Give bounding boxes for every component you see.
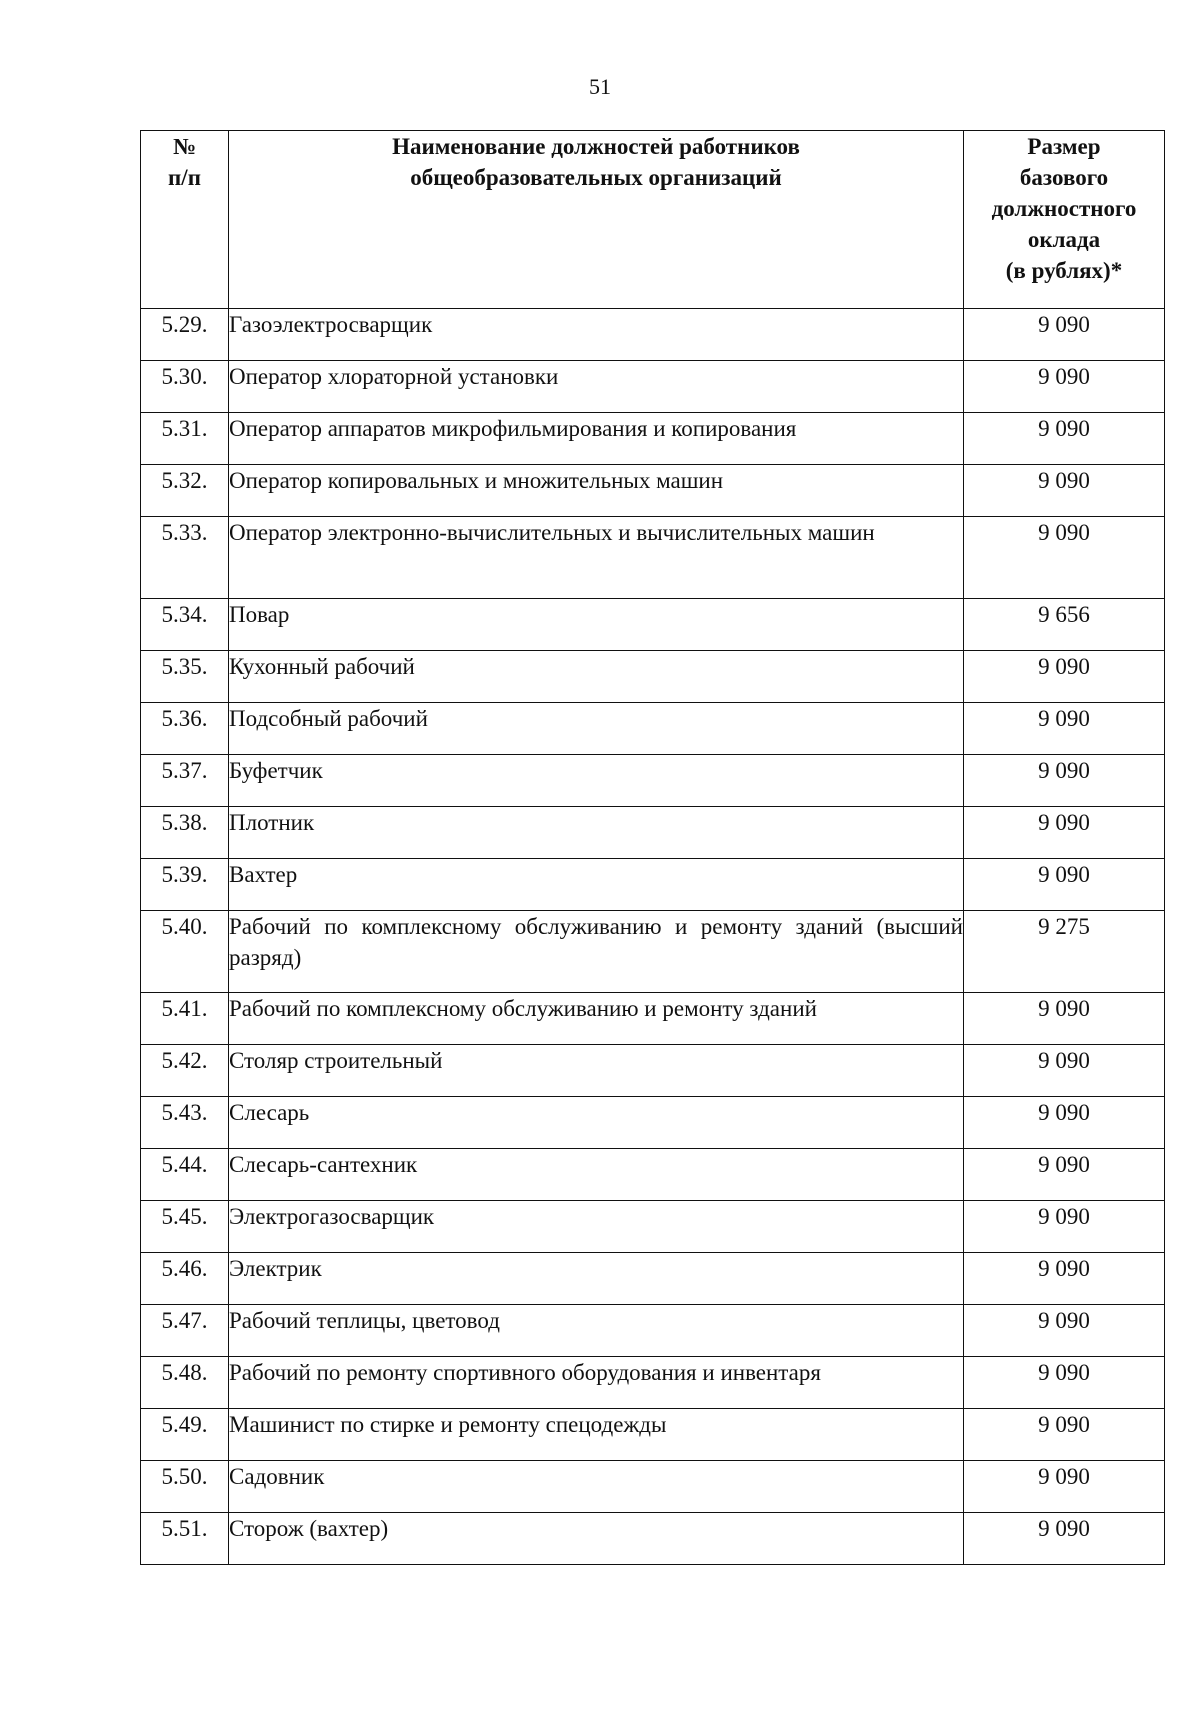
table-row (141, 1409, 1165, 1461)
row-number: 5.48. (141, 1357, 229, 1409)
salary-table (140, 130, 1165, 1565)
header-salary-line: оклада (1027, 227, 1101, 252)
row-salary: 9 090 (964, 1357, 1165, 1409)
row-number: 5.37. (141, 755, 229, 807)
row-salary: 9 090 (964, 1461, 1165, 1513)
row-number: 5.34. (141, 599, 229, 651)
table-row (141, 703, 1165, 755)
row-salary: 9 090 (964, 1201, 1165, 1253)
table-header-row (141, 131, 1165, 309)
row-salary: 9 090 (964, 1045, 1165, 1097)
row-number: 5.44. (141, 1149, 229, 1201)
row-salary: 9 090 (964, 309, 1165, 361)
header-salary-line: Размер (1027, 134, 1101, 159)
row-position-name: Электрик (229, 1253, 964, 1305)
row-number: 5.51. (141, 1513, 229, 1565)
table-row (141, 599, 1165, 651)
row-salary: 9 090 (964, 1097, 1165, 1149)
page-number: 51 (589, 74, 611, 99)
row-number: 5.32. (141, 465, 229, 517)
row-number: 5.47. (141, 1305, 229, 1357)
row-position-name: Буфетчик (229, 755, 964, 807)
header-salary (964, 131, 1165, 309)
table-row (141, 1045, 1165, 1097)
table-row (141, 755, 1165, 807)
table-row (141, 413, 1165, 465)
row-position-name: Плотник (229, 807, 964, 859)
row-number: 5.39. (141, 859, 229, 911)
header-position-name (229, 131, 964, 309)
table-row (141, 1513, 1165, 1565)
table-row (141, 1149, 1165, 1201)
row-salary: 9 090 (964, 993, 1165, 1045)
row-salary: 9 090 (964, 807, 1165, 859)
row-position-name: Кухонный рабочий (229, 651, 964, 703)
table-row (141, 651, 1165, 703)
row-salary: 9 090 (964, 361, 1165, 413)
row-salary: 9 090 (964, 1409, 1165, 1461)
row-salary: 9 090 (964, 703, 1165, 755)
row-position-name: Подсобный рабочий (229, 703, 964, 755)
row-position-name: Садовник (229, 1461, 964, 1513)
table-row (141, 517, 1165, 599)
row-salary: 9 090 (964, 517, 1165, 599)
table-row (141, 1357, 1165, 1409)
row-position-name: Вахтер (229, 859, 964, 911)
row-salary: 9 090 (964, 1149, 1165, 1201)
table-row (141, 465, 1165, 517)
row-number: 5.42. (141, 1045, 229, 1097)
row-number: 5.38. (141, 807, 229, 859)
table-row (141, 993, 1165, 1045)
table-row (141, 859, 1165, 911)
table-row (141, 1097, 1165, 1149)
row-position-name: Рабочий по ремонту спортивного оборудования и инвентаря (229, 1357, 964, 1409)
header-number-line: № (172, 134, 197, 159)
header-name-line: общеобразовательных организаций (410, 165, 782, 190)
row-salary: 9 090 (964, 1305, 1165, 1357)
row-position-name: Столяр строительный (229, 1045, 964, 1097)
row-position-name: Слесарь (229, 1097, 964, 1149)
row-position-name: Оператор копировальных и множительных машин (229, 465, 964, 517)
row-salary: 9 275 (964, 911, 1165, 993)
row-number: 5.29. (141, 309, 229, 361)
row-number: 5.50. (141, 1461, 229, 1513)
row-salary: 9 090 (964, 465, 1165, 517)
header-salary-line: должностного (991, 196, 1137, 221)
row-salary: 9 090 (964, 1513, 1165, 1565)
header-salary-line: базового (1019, 165, 1109, 190)
row-salary: 9 090 (964, 651, 1165, 703)
row-number: 5.35. (141, 651, 229, 703)
header-name-line: Наименование должностей работников (392, 134, 800, 159)
row-position-name: Рабочий по комплексному обслуживанию и ремонту зданий (высший разряд) (229, 911, 964, 993)
row-number: 5.43. (141, 1097, 229, 1149)
row-number: 5.49. (141, 1409, 229, 1461)
row-position-name: Газоэлектросварщик (229, 309, 964, 361)
row-number: 5.30. (141, 361, 229, 413)
header-salary-line: (в рублях)* (1005, 258, 1123, 283)
table-row (141, 807, 1165, 859)
row-position-name: Оператор электронно-вычислительных и вычислительных машин (229, 517, 964, 599)
row-number: 5.41. (141, 993, 229, 1045)
row-number: 5.31. (141, 413, 229, 465)
row-salary: 9 090 (964, 413, 1165, 465)
row-number: 5.46. (141, 1253, 229, 1305)
table-row (141, 1201, 1165, 1253)
row-position-name: Электрогазосварщик (229, 1201, 964, 1253)
table-row (141, 1305, 1165, 1357)
row-position-name: Сторож (вахтер) (229, 1513, 964, 1565)
table-row (141, 309, 1165, 361)
table-row (141, 1461, 1165, 1513)
row-salary: 9 090 (964, 1253, 1165, 1305)
row-position-name: Повар (229, 599, 964, 651)
row-number: 5.45. (141, 1201, 229, 1253)
row-number: 5.36. (141, 703, 229, 755)
row-salary: 9 090 (964, 859, 1165, 911)
row-salary: 9 656 (964, 599, 1165, 651)
row-number: 5.33. (141, 517, 229, 599)
table-row (141, 911, 1165, 993)
row-number: 5.40. (141, 911, 229, 993)
row-position-name: Слесарь-сантехник (229, 1149, 964, 1201)
header-number-line: п/п (168, 165, 201, 190)
row-salary: 9 090 (964, 755, 1165, 807)
row-position-name: Рабочий по комплексному обслуживанию и ремонту зданий (229, 993, 964, 1045)
row-position-name: Оператор аппаратов микрофильмирования и копирования (229, 413, 964, 465)
table-row (141, 1253, 1165, 1305)
table-row (141, 361, 1165, 413)
row-position-name: Машинист по стирке и ремонту спецодежды (229, 1409, 964, 1461)
row-position-name: Оператор хлораторной установки (229, 361, 964, 413)
row-position-name: Рабочий теплицы, цветовод (229, 1305, 964, 1357)
header-number (141, 131, 229, 309)
